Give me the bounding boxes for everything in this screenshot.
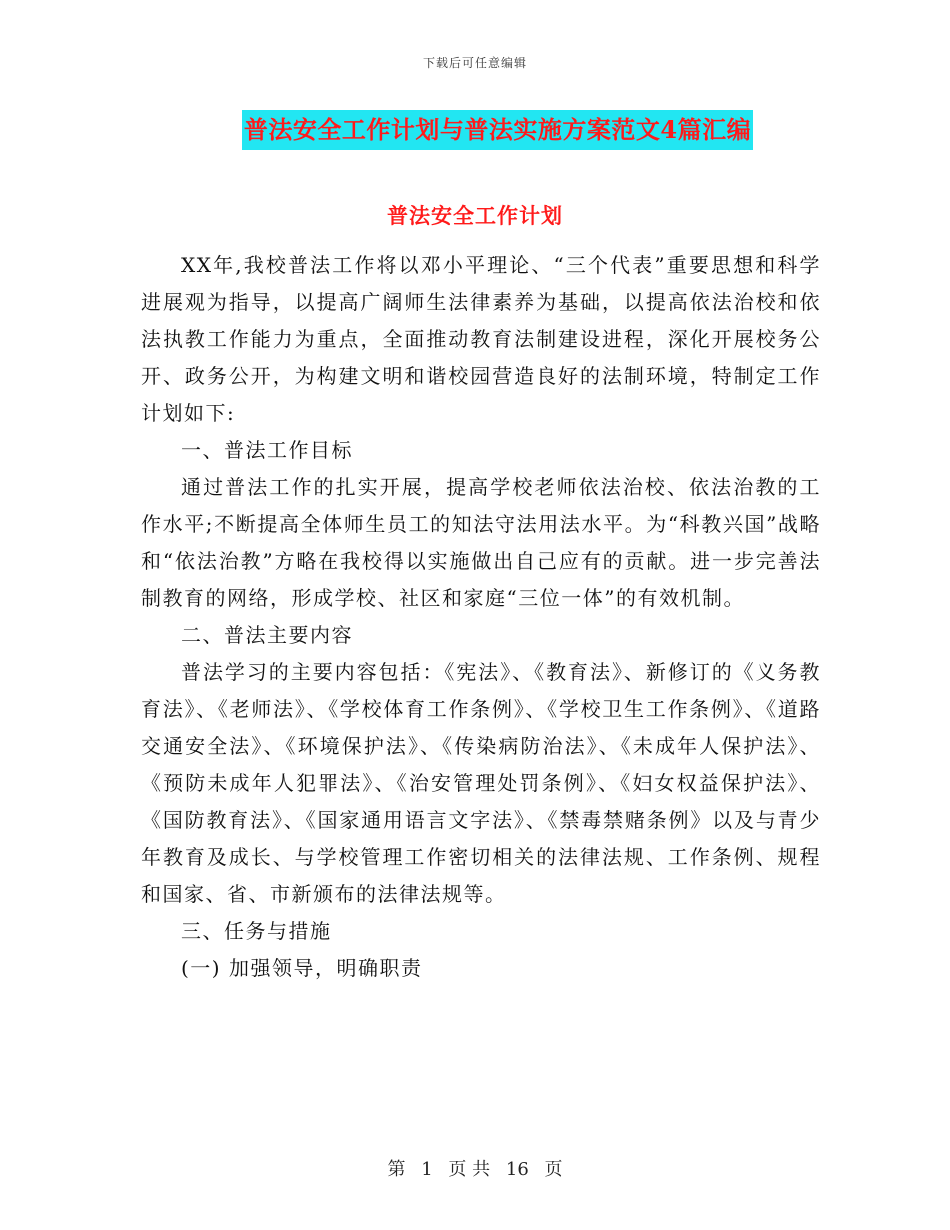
paragraph-goals: 通过普法工作的扎实开展，提高学校老师依法治校、依法治教的工作水平;不断提高全体师生员工的知法守法用法水平。为“科教兴国”战略和“依法治教”方略在我校得以实施做出自己应有的贡献。进一步完善法制教育的网络，形成学校、社区和家庭“三位一体”的有效机制。 (141, 475, 821, 610)
page-middle: 页 共 (448, 1159, 491, 1180)
heading-tasks: 三、任务与措施 (181, 919, 332, 943)
page-number: 1 (421, 1159, 433, 1180)
paragraph-intro: XX年,我校普法工作将以邓小平理论、“三个代表”重要思想和科学进展观为指导，以提高广阔师生法律素养为基础，以提高依法治校和依法执教工作能力为重点，全面推动教育法制建设进程，深化开展校务公开、政务公开，为构建文明和谐校园营造良好的法制环境，特制定工作计划如下: (141, 253, 821, 425)
section-title: 普法安全工作计划 (387, 203, 563, 228)
document-body (141, 247, 821, 987)
page-prefix: 第 (387, 1159, 406, 1180)
paragraph-content: 普法学习的主要内容包括：《宪法》、《教育法》、新修订的《义务教育法》、《老师法》、《学校体育工作条例》、《学校卫生工作条例》、《道路交通安全法》、《环境保护法》、《传染病防治法》、《未成年人保护法》、《预防未成年人犯罪法》、《治安管理处罚条例》、《妇女权益保护法》、《国防教育法》、《国家通用语言文字法》、《禁毒禁赌条例》以及与青少年教育及成长、与学校管理工作密切相关的法律法规、工作条例、规程和国家、省、市新颁布的法律法规等。 (141, 660, 821, 906)
heading-content: 二、普法主要内容 (181, 623, 353, 647)
page-footer (0, 1155, 950, 1181)
heading-goals: 一、普法工作目标 (181, 438, 353, 462)
page-suffix: 页 (544, 1159, 563, 1180)
document-title: 普法安全工作计划与普法实施方案范文4篇汇编 (242, 110, 753, 150)
subheading-leadership: (一) 加强领导，明确职责 (181, 956, 423, 980)
document-title-container (0, 110, 950, 150)
page-total: 16 (505, 1159, 529, 1180)
header-note: 下载后可任意编辑 (422, 56, 527, 70)
